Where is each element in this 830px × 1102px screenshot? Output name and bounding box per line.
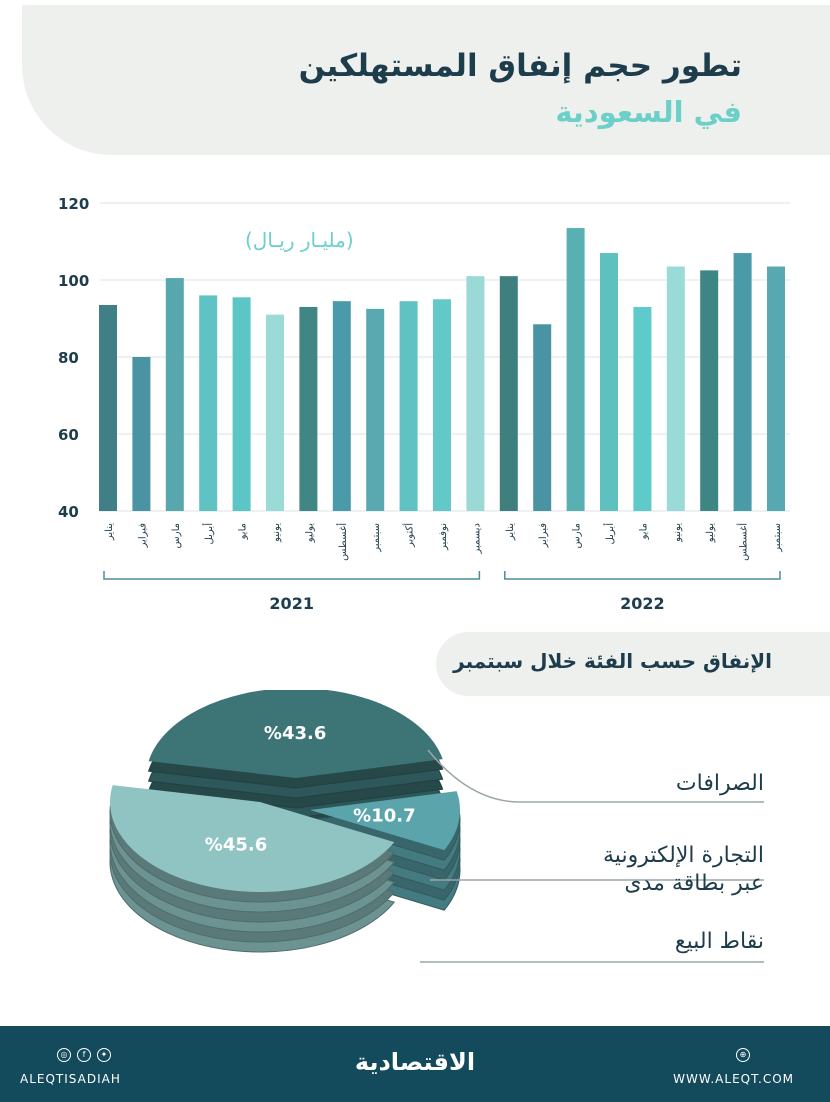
web-icon-row (736, 1048, 750, 1062)
year-bracket (104, 571, 479, 579)
monthly-spending-bar-chart (0, 175, 830, 625)
bar (734, 253, 752, 511)
x-tick-label: أغسطس (738, 523, 750, 561)
y-tick-label: 60 (58, 426, 79, 444)
bar (600, 253, 618, 511)
page-title: تطور حجم إنفاق المستهلكين (298, 48, 742, 84)
bar (633, 307, 651, 511)
bar (266, 315, 284, 511)
bar (500, 276, 518, 511)
brand-logo: الاقتصادية (354, 1048, 476, 1076)
y-tick-label: 40 (58, 503, 79, 521)
year-label: 2021 (269, 594, 314, 613)
bar (767, 267, 785, 511)
y-tick-label: 120 (58, 195, 90, 213)
x-tick-label: سبتمبر (371, 523, 383, 552)
x-tick-label: مايو (638, 523, 650, 540)
x-tick-label: نوفمبر (438, 523, 449, 551)
y-tick-label: 100 (58, 272, 90, 290)
bar (333, 301, 351, 511)
x-tick-label: يناير (504, 523, 516, 541)
footer (0, 1026, 830, 1102)
legend-ecommerce-line1: التجارة الإلكترونية (603, 843, 764, 868)
y-tick-label: 80 (58, 349, 79, 367)
x-tick-label: فبراير (137, 523, 149, 548)
x-tick-label: أكتوبر (404, 523, 416, 548)
x-tick-label: أبريل (204, 523, 216, 545)
bar (433, 299, 451, 511)
bar (199, 295, 217, 511)
bar (299, 307, 317, 511)
bar (466, 276, 484, 511)
pie-slice-label: %45.6 (204, 834, 268, 856)
bar (567, 228, 585, 511)
year-label: 2022 (620, 594, 665, 613)
bar (166, 278, 184, 511)
pie-slice-label: %10.7 (353, 805, 416, 827)
page-subtitle: في السعودية (555, 95, 742, 129)
x-tick-label: مايو (237, 523, 249, 540)
bar (667, 267, 685, 511)
twitter-icon[interactable]: ✦ (97, 1048, 111, 1062)
x-tick-label: يونيو (671, 523, 683, 542)
x-tick-label: مارس (571, 523, 583, 549)
bar (400, 301, 418, 511)
pie-chart-title: الإنفاق حسب الفئة خلال سبتمبر (453, 649, 772, 673)
x-tick-label: ديسمبر (471, 523, 483, 554)
bar (533, 324, 551, 511)
x-tick-label: فبراير (538, 523, 550, 548)
year-bracket (505, 571, 780, 579)
facebook-icon[interactable]: f (77, 1048, 91, 1062)
bar (233, 297, 251, 511)
unit-label: (مليـار ريـال) (245, 228, 354, 252)
instagram-icon[interactable]: ◎ (57, 1048, 71, 1062)
x-tick-label: مارس (170, 523, 182, 549)
pie-slice-label: %43.6 (263, 723, 327, 745)
x-tick-label: سبتمبر (772, 523, 783, 552)
legend-pos: نقاط البيع (674, 929, 764, 954)
x-tick-label: يناير (104, 523, 115, 541)
footer-website: WWW.ALEQT.COM (673, 1072, 794, 1086)
x-tick-label: يوليو (705, 523, 717, 543)
legend-ecommerce-line2: عبر بطاقة مدى (624, 871, 764, 896)
bar (700, 270, 718, 511)
legend-atm: الصرافات (675, 771, 764, 796)
x-tick-label: أبريل (605, 523, 616, 545)
x-tick-label: أغسطس (337, 523, 349, 561)
bar (99, 305, 117, 511)
bar (366, 309, 384, 511)
x-tick-label: يوليو (304, 523, 316, 543)
globe-icon[interactable]: ⊕ (736, 1048, 750, 1062)
footer-handle: ALEQTISADIAH (20, 1072, 121, 1086)
x-tick-label: يونيو (271, 523, 282, 542)
bar (132, 357, 150, 511)
